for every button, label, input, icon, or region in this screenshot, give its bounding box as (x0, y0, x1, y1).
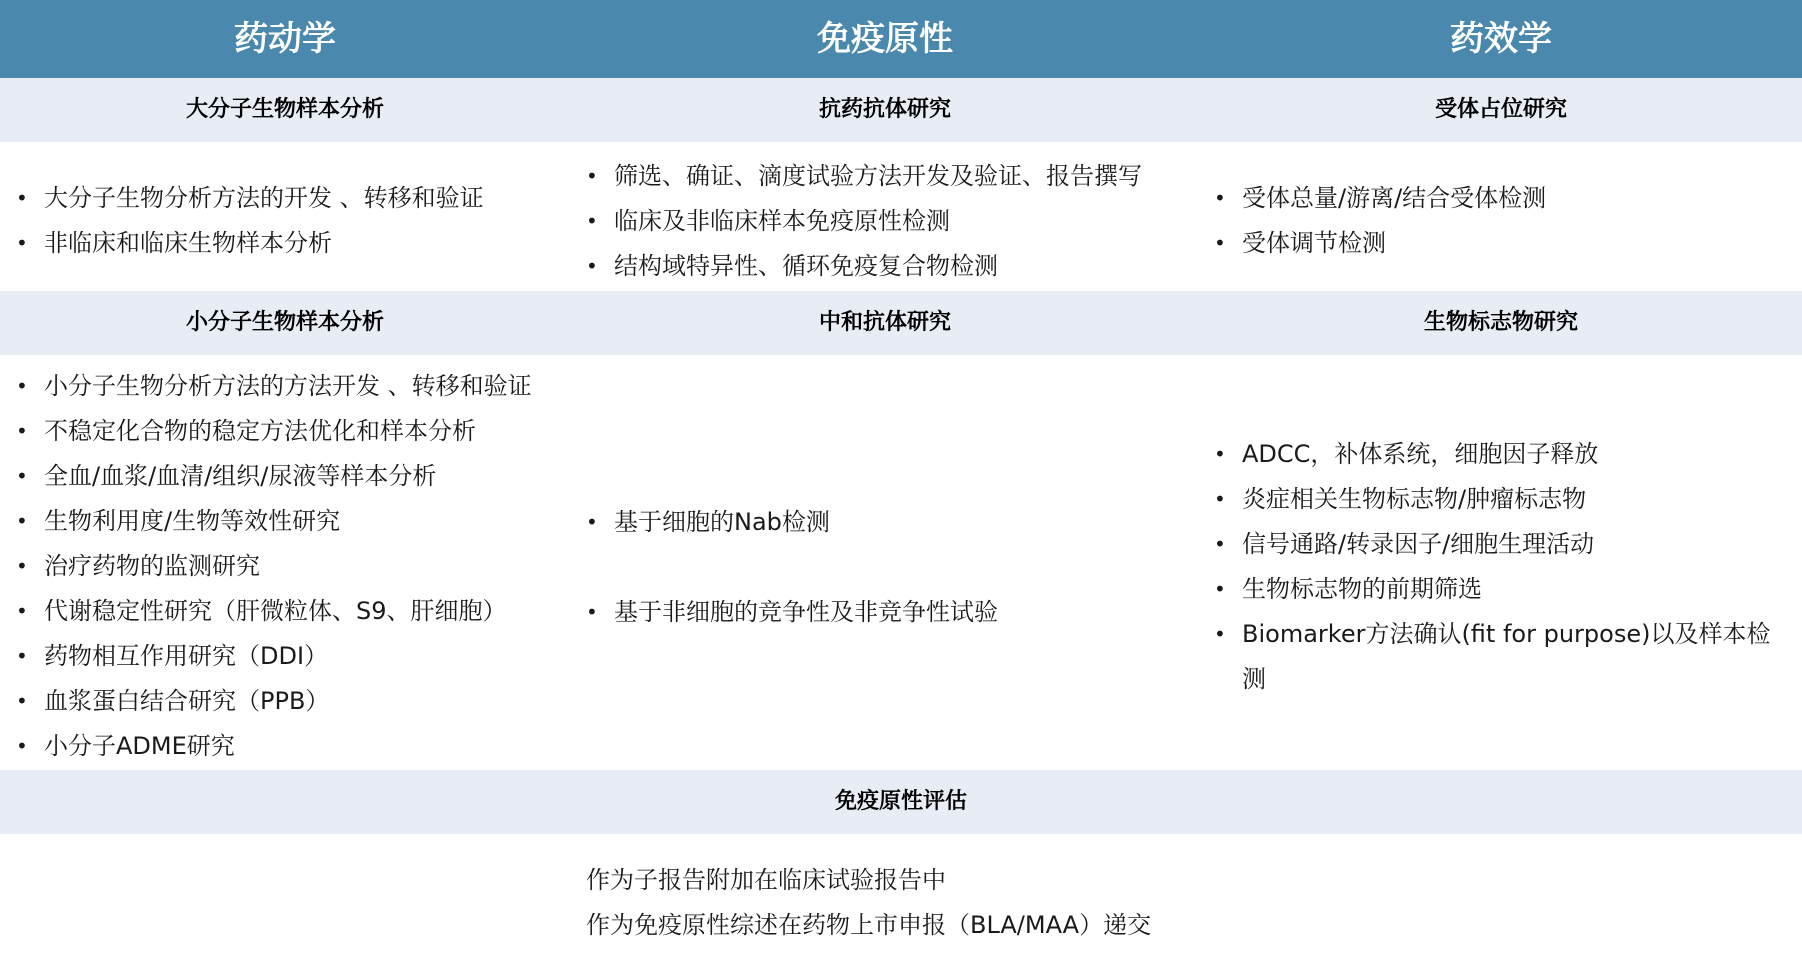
section2-title-biomarker: 生物标志物研究 (1423, 310, 1578, 335)
list-item: 作为免疫原性综述在药物上市申报（BLA/MAA）递交 (586, 911, 1152, 939)
list-item: • 临床及非临床样本免疫原性检测 (586, 199, 1142, 244)
section1-title-receptor-occupancy: 受体占位研究 (1434, 97, 1567, 122)
section1-title-ada: 抗药抗体研究 (818, 97, 951, 122)
section2-title-small-molecule: 小分子生物样本分析 (185, 310, 384, 335)
section1-title-row (0, 78, 1802, 142)
list-item: • 筛选、确证、滴度试验方法开发及验证、报告撰写 (586, 154, 1142, 199)
list-item: • 血浆蛋白结合研究（PPB） (16, 679, 532, 724)
list-item: • 受体调节检测 (1214, 221, 1546, 266)
list-item: 作为子报告附加在临床试验报告中 (586, 866, 946, 894)
header-row (0, 0, 1802, 78)
header-immunogenicity: 免疫原性 (817, 19, 953, 59)
list-item: • 全血/血浆/血清/组织/尿液等样本分析 (16, 454, 532, 499)
section2-col2-list-b (586, 590, 998, 635)
list-item: • 治疗药物的监测研究 (16, 544, 532, 589)
header-pharmacodynamics: 药效学 (1450, 19, 1552, 59)
list-item: • 生物标志物的前期筛选 (1214, 567, 1794, 612)
list-item: • 炎症相关生物标志物/肿瘤标志物 (1214, 477, 1794, 522)
list-item: • 非临床和临床生物样本分析 (16, 221, 484, 266)
section2-col1-list (16, 364, 532, 769)
section1-title-large-molecule: 大分子生物样本分析 (185, 97, 384, 122)
section2-col3-list (1214, 432, 1794, 702)
header-pharmacokinetics: 药动学 (234, 19, 336, 59)
section3-title-immunogenicity-assessment: 免疫原性评估 (834, 789, 967, 814)
list-item: • 大分子生物分析方法的开发 、转移和验证 (16, 176, 484, 221)
list-item: • Biomarker方法确认(fit for purpose)以及样本检测 (1214, 612, 1794, 702)
list-item: • 信号通路/转录因子/细胞生理活动 (1214, 522, 1794, 567)
section1-col3-list (1214, 176, 1546, 266)
section2-title-row (0, 291, 1802, 355)
section2-title-nab: 中和抗体研究 (818, 310, 951, 335)
section3-list (586, 858, 1151, 948)
list-item: • 结构域特异性、循环免疫复合物检测 (586, 244, 1142, 289)
section3-title-row (0, 770, 1802, 834)
section1-col2-list (586, 154, 1142, 289)
list-item: • 小分子生物分析方法的方法开发 、转移和验证 (16, 364, 532, 409)
list-item: • 基于细胞的Nab检测 (586, 500, 830, 545)
list-item: • 生物利用度/生物等效性研究 (16, 499, 532, 544)
list-item: • 不稳定化合物的稳定方法优化和样本分析 (16, 409, 532, 454)
list-item: • 基于非细胞的竞争性及非竞争性试验 (586, 590, 998, 635)
list-item: • 代谢稳定性研究（肝微粒体、S9、肝细胞） (16, 589, 532, 634)
section1-col1-list (16, 176, 484, 266)
section2-col2-list-a (586, 500, 830, 545)
list-item: • 小分子ADME研究 (16, 724, 532, 769)
list-item: • 药物相互作用研究（DDI） (16, 634, 532, 679)
list-item: • ADCC，补体系统，细胞因子释放 (1214, 432, 1794, 477)
list-item: • 受体总量/游离/结合受体检测 (1214, 176, 1546, 221)
